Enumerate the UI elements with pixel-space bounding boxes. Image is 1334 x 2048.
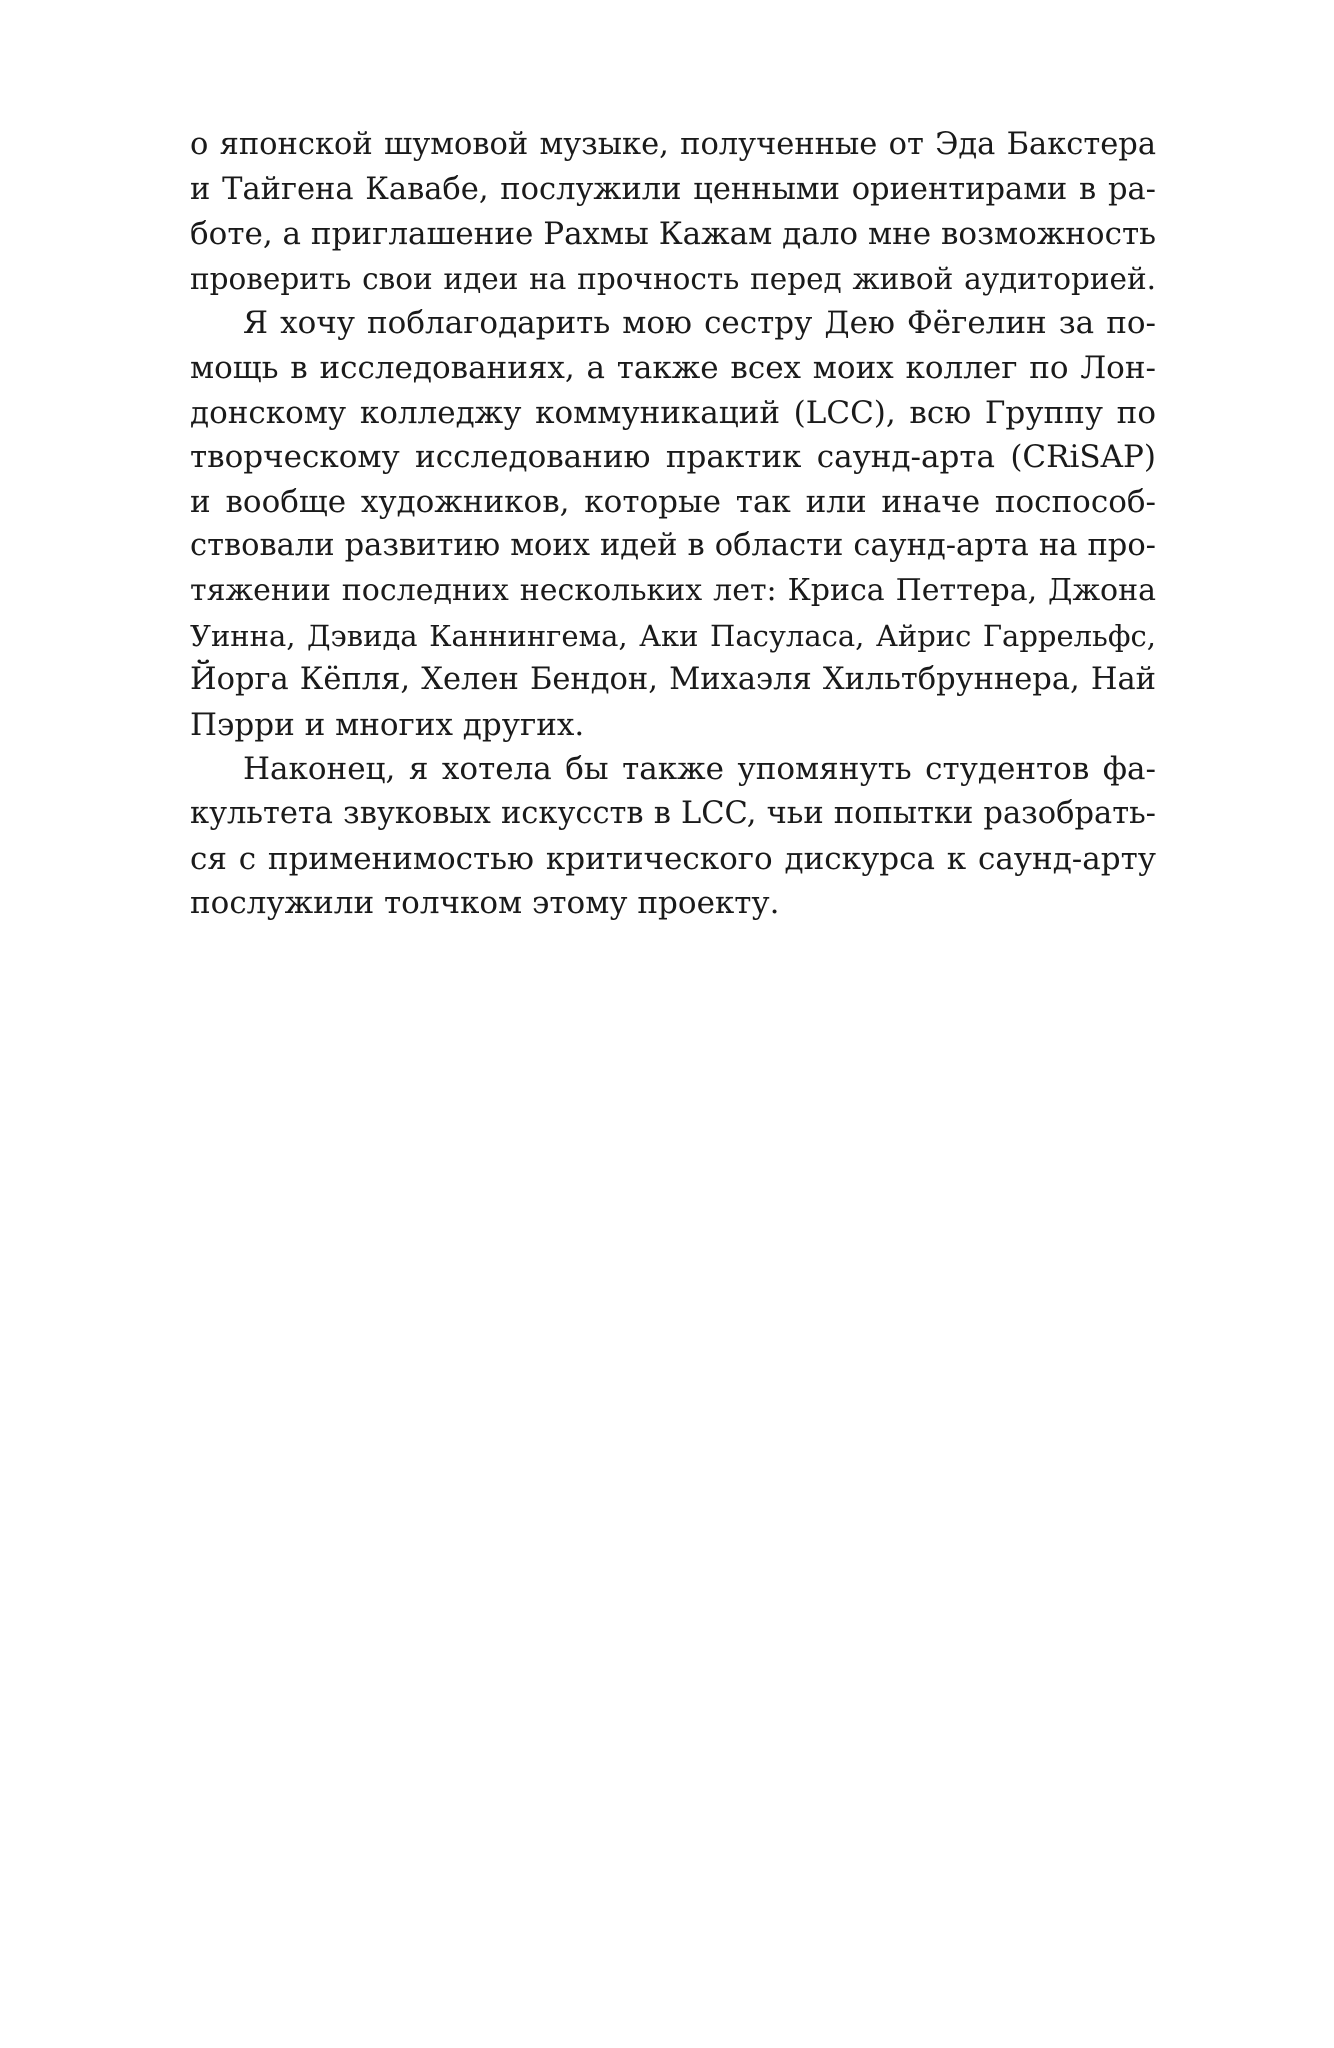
text-line: и Тайгена Кавабе, послужили ценными ориентирами в ра- [190,171,1156,207]
text-line: Я хочу поблагодарить мою сестру Дею Фёгелин за по- [243,305,1156,342]
text-line: культета звуковых искусств в LCC, чьи попытки разобрать- [190,795,1156,831]
text-line: тяжении последних нескольких лет: Криса Петтера, Джона [190,572,1156,608]
text-line: боте, а приглашение Рахмы Кажам дало мне возможность [190,216,1156,253]
paragraph-3 [190,747,1156,925]
text-line: и вообще художников, которые так или иначе поспособ- [190,483,1156,520]
text-line: донскому колледжу коммуникаций (LCC), всю Группу по [190,394,1156,431]
paragraph-2 [190,301,1156,747]
text-line: проверить свои идеи на прочность перед живой аудиторией. [190,261,1156,296]
text-line: Пэрри и многих других. [190,706,585,743]
text-line: мощь в исследованиях, а также всех моих коллег по Лон- [190,349,1156,386]
text-line: Наконец, я хотела бы также упомянуть студентов фа- [243,751,1156,788]
text-line: Йорга Кёпля, Хелен Бендон, Михаэля Хильтбруннера, Най [190,662,1156,698]
text-line: ствовали развитию моих идей в области саунд-арта на про- [190,528,1156,564]
body-text [190,123,1156,926]
text-line: творческому исследованию практик саунд-арта (CRiSAP) [190,439,1156,476]
text-line: послужили толчком этому проекту. [190,885,780,922]
text-line: о японской шумовой музыке, полученные от Эда Бакстера [190,127,1156,162]
text-line: Уинна, Дэвида Каннингема, Аки Пасуласа, Айрис Гаррельфс, [190,618,1156,653]
text-line: ся с применимостью критического дискурса к саунд-арту [190,840,1156,877]
paragraph-1 [190,123,1156,301]
